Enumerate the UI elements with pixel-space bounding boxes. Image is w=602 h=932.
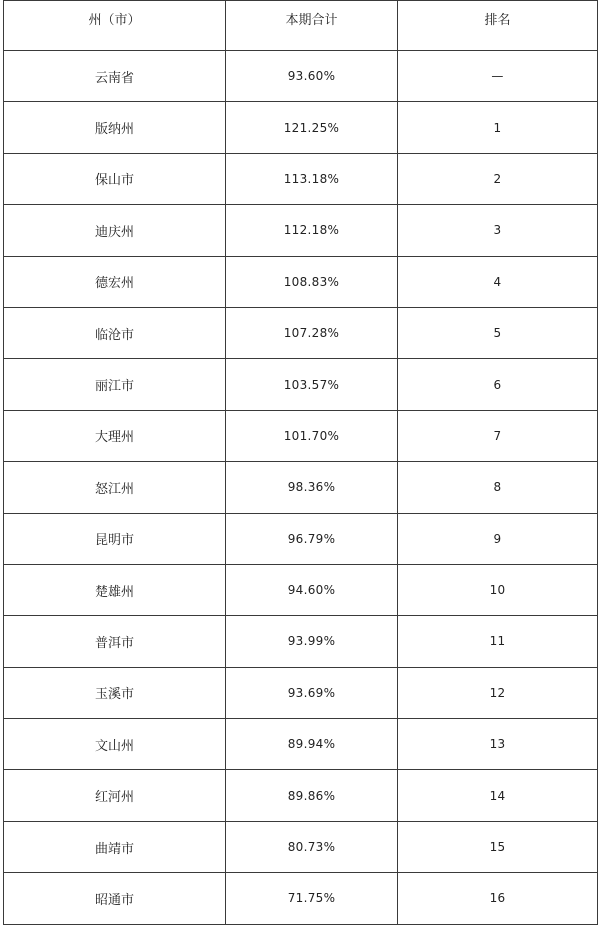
cell-rank: — (398, 51, 598, 102)
cell-rank: 14 (398, 770, 598, 821)
cell-rank: 4 (398, 256, 598, 307)
header-region: 州（市） (4, 1, 226, 51)
cell-rank: 2 (398, 153, 598, 204)
table-row (4, 462, 598, 513)
table-row (4, 873, 598, 924)
cell-region: 丽江市 (4, 359, 226, 410)
cell-value: 80.73% (226, 821, 398, 872)
table-header-row (4, 1, 598, 51)
cell-rank: 15 (398, 821, 598, 872)
cell-region: 曲靖市 (4, 821, 226, 872)
cell-region: 昭通市 (4, 873, 226, 924)
table-row (4, 153, 598, 204)
cell-value: 71.75% (226, 873, 398, 924)
cell-region: 红河州 (4, 770, 226, 821)
cell-rank: 5 (398, 307, 598, 358)
cell-region: 玉溪市 (4, 667, 226, 718)
cell-value: 89.86% (226, 770, 398, 821)
cell-value: 112.18% (226, 205, 398, 256)
cell-region: 保山市 (4, 153, 226, 204)
cell-rank: 13 (398, 719, 598, 770)
cell-region: 大理州 (4, 410, 226, 461)
table-row (4, 205, 598, 256)
table-row (4, 770, 598, 821)
table-row (4, 256, 598, 307)
cell-value: 89.94% (226, 719, 398, 770)
cell-value: 108.83% (226, 256, 398, 307)
cell-region: 临沧市 (4, 307, 226, 358)
table-row (4, 102, 598, 153)
header-value: 本期合计 (226, 1, 398, 51)
table-row (4, 564, 598, 615)
cell-value: 93.60% (226, 51, 398, 102)
cell-rank: 1 (398, 102, 598, 153)
ranking-table (3, 0, 598, 925)
cell-value: 121.25% (226, 102, 398, 153)
cell-region: 楚雄州 (4, 564, 226, 615)
cell-region: 昆明市 (4, 513, 226, 564)
table-row (4, 719, 598, 770)
cell-rank: 3 (398, 205, 598, 256)
cell-value: 103.57% (226, 359, 398, 410)
table-body (4, 51, 598, 925)
cell-value: 98.36% (226, 462, 398, 513)
cell-region: 迪庆州 (4, 205, 226, 256)
cell-rank: 10 (398, 564, 598, 615)
cell-region: 文山州 (4, 719, 226, 770)
cell-value: 101.70% (226, 410, 398, 461)
cell-value: 94.60% (226, 564, 398, 615)
cell-rank: 12 (398, 667, 598, 718)
header-rank: 排名 (398, 1, 598, 51)
cell-region: 版纳州 (4, 102, 226, 153)
cell-region: 德宏州 (4, 256, 226, 307)
cell-value: 113.18% (226, 153, 398, 204)
table-row (4, 307, 598, 358)
cell-rank: 11 (398, 616, 598, 667)
table-row (4, 359, 598, 410)
table-row (4, 51, 598, 102)
cell-region: 云南省 (4, 51, 226, 102)
cell-value: 93.99% (226, 616, 398, 667)
cell-value: 96.79% (226, 513, 398, 564)
cell-value: 93.69% (226, 667, 398, 718)
cell-region: 怒江州 (4, 462, 226, 513)
cell-rank: 7 (398, 410, 598, 461)
table-row (4, 616, 598, 667)
cell-rank: 6 (398, 359, 598, 410)
cell-rank: 8 (398, 462, 598, 513)
table-row (4, 667, 598, 718)
table-row (4, 821, 598, 872)
cell-rank: 9 (398, 513, 598, 564)
cell-value: 107.28% (226, 307, 398, 358)
table-row (4, 410, 598, 461)
table-row (4, 513, 598, 564)
cell-region: 普洱市 (4, 616, 226, 667)
cell-rank: 16 (398, 873, 598, 924)
